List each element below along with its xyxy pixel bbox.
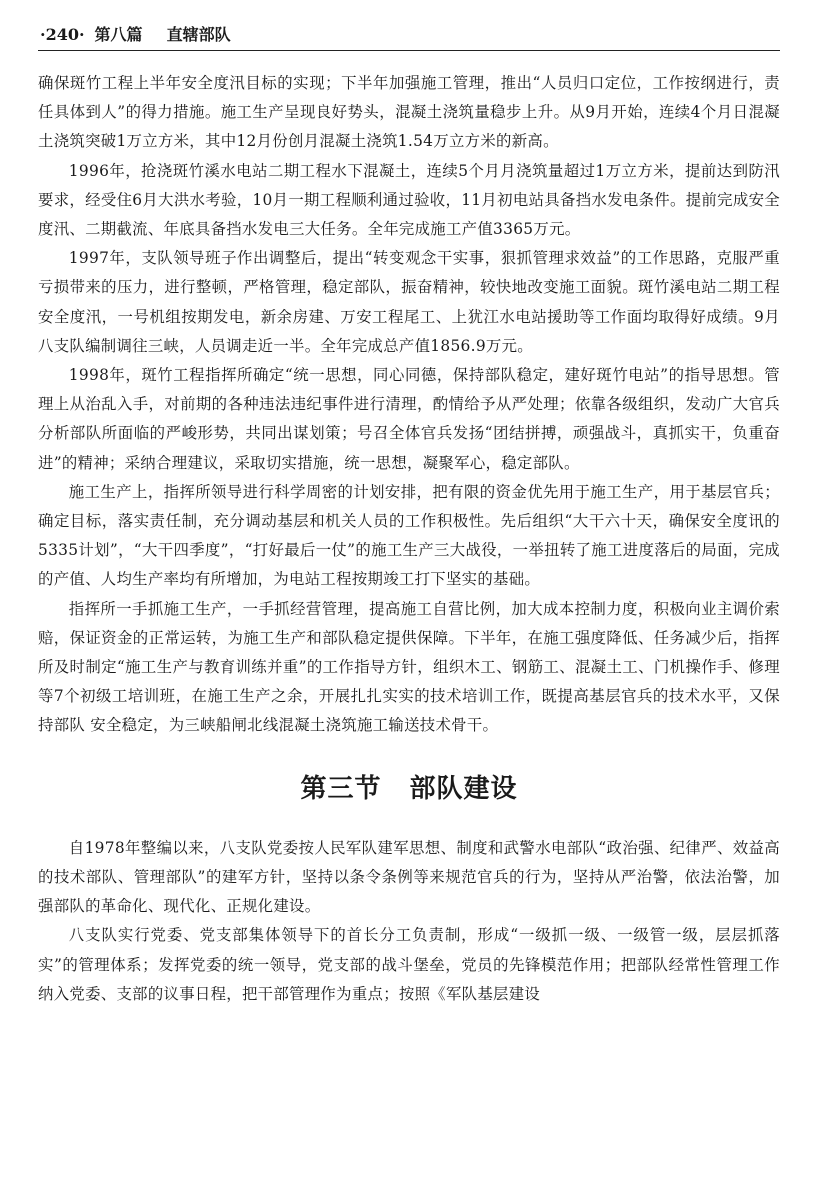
paragraph: 1998年，斑竹工程指挥所确定“统一思想，同心同德，保持部队稳定，建好斑竹电站”的指导思想。管理上从治乱入手，对前期的各种违法违纪事件进行清理，酌情给予从严处理；依靠各级组织，发动广大官兵分析部队所面临的严峻形势，共同出谋划策；号召全体官兵发扬“团结拼搏，顽强战斗，真抓实干，负重奋进”的精神；采纳合理建议，采取切实措施，统一思想，凝聚军心，稳定部队。: [38, 366, 780, 472]
paragraph: 施工生产上，指挥所领导进行科学周密的计划安排，把有限的资金优先用于施工生产，用于基层官兵；确定目标，落实责任制，充分调动基层和机关人员的工作积极性。先后组织“大干六十天，确保安全度讯的5335计划”，“大干四季度”，“打好最后一仗”的施工生产三大战役，一举扭转了施工进度落后的局面，完成的产值、人均生产率均有所增加，为电站工程按期竣工打下坚实的基础。: [38, 482, 780, 589]
paragraph: 1997年，支队领导班子作出调整后，提出“转变观念干实事，狠抓管理求效益”的工作思路，克服严重亏损带来的压力，进行整顿，严格管理，稳定部队，振奋精神，较快地改变施工面貌。斑竹溪电站二期工程安全度汛，一号机组按期发电，新余房建、万安工程尾工、上犹江水电站援助等工作面均取得好成绩。9月八支队编制调往三峡，人员调走近一半。全年完成总产值1856.9万元。: [38, 249, 780, 355]
page-number: ·240·: [40, 25, 85, 44]
section-number: 第三节: [300, 773, 382, 804]
section-heading: [38, 775, 780, 804]
part-label: 第八篇: [94, 25, 143, 44]
section-name: 部队建设: [409, 773, 518, 804]
body-text: [38, 69, 780, 1009]
paragraph: 确保斑竹工程上半年安全度汛目标的实现；下半年加强施工管理，推出“人员归口定位，工作按纲进行，责任具体到人”的得力措施。施工生产呈现良好势头，混凝土浇筑量稳步上升。从9月开始，连续4个月日混凝土浇筑突破1万立方米，其中12月份创月混凝土浇筑1.54万立方米的新高。: [38, 74, 780, 151]
paragraph: 指挥所一手抓施工生产，一手抓经营管理，提高施工自营比例，加大成本控制力度，积极向业主调价索赔，保证资金的正常运转，为施工生产和部队稳定提供保障。下半年，在施工强度降低、任务减少后，指挥所及时制定“施工生产与教育训练并重”的工作指导方针，组织木工、钢筋工、混凝土工、门机操作手、修理等7个初级工培训班，在施工生产之余，开展扎扎实实的技术培训工作，既提高基层官兵的技术水平，又保持部队 安全稳定，为三峡船闸北线混凝土浇筑施工输送技术骨干。: [38, 599, 780, 735]
running-header: [38, 22, 780, 51]
paragraph: 八支队实行党委、党支部集体领导下的首长分工负责制，形成“一级抓一级、一级管一级，层层抓落实”的管理体系；发挥党委的统一领导，党支部的战斗堡垒，党员的先锋模范作用；把部队经常性管理工作纳入党委、支部的议事日程，把干部管理作为重点；按照《军队基层建设: [38, 926, 780, 1003]
paragraph: 自1978年整编以来，八支队党委按人民军队建军思想、制度和武警水电部队“政治强、纪律严、效益高的技术部队、管理部队”的建军方针，坚持以条令条例等来规范官兵的行为，坚持从严治警，依法治警，加强部队的革命化、现代化、正规化建设。: [38, 838, 780, 916]
paragraph: 1996年，抢浇斑竹溪水电站二期工程水下混凝土，连续5个月月浇筑量超过1万立方米，提前达到防汛要求，经受住6月大洪水考验，10月一期工程顺利通过验收，11月初电站具备挡水发电条件。提前完成安全度汛、二期截流、年底具备挡水发电三大任务。全年完成施工产值3365万元。: [38, 161, 780, 239]
header-title: 直辖部队: [166, 25, 231, 44]
